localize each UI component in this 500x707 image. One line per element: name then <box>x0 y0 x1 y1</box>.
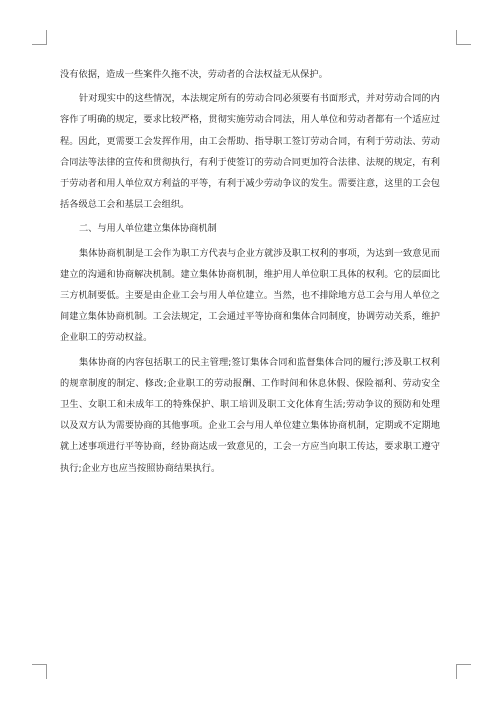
crop-mark-top-right <box>456 30 471 45</box>
crop-mark-bottom-left <box>32 664 47 679</box>
crop-mark-bottom-right <box>456 664 471 679</box>
section-heading: 二、与用人单位建立集体协商机制 <box>79 223 217 235</box>
paragraph-continuation: 没有依据，造成一些案件久拖不决，劳动者的合法权益无从保护。 <box>60 69 328 80</box>
paragraph-negotiation-content: 集体协商的内容包括职工的民主管理;签订集体合同和监督集体合同的履行;涉及职工权利的规章制度的制定、修改;企业职工的劳动报酬、工作时间和休息休假、保险福利、劳动安全卫生、女职工和未成年工的特殊保护、职工培训及职工文化体育生活;劳动争议的预防和处理以及双方认为需要协商的其他事项。企业工会与用人单位建立集体协商机制，定期或不定期地就上述事项进行平等协商，经协商达成一致意见的，工会一方应当向职工传达，要求职工遵守执行;企业方也应当按照协商结果执行。 <box>60 356 440 474</box>
paragraph-collective-negotiation: 集体协商机制是工会作为职工方代表与企业方就涉及职工权利的事项，为达到一致意见而建立的沟通和协商解决机制。建立集体协商机制，维护用人单位职工具体的权利。它的层面比三方机制要低。主要是由企业工会与用人单位建立。当然，也不排除地方总工会与用人单位之间建立集体协商机制。工会法规定，工会通过平等协商和集体合同制度，协调劳动关系，维护企业职工的劳动权益。 <box>60 247 440 344</box>
paragraph-written-contract: 针对现实中的这些情况，本法规定所有的劳动合同必须要有书面形式，并对劳动合同的内容作了明确的规定，要求比较严格，贯彻实施劳动合同法，用人单位和劳动者都有一个适应过程。因此，更需要工会发挥作用，由工会帮助、指导职工签订劳动合同，有利于劳动法、劳动合同法等法律的宣传和贯彻执行，有利于使签订的劳动合同更加符合法律、法规的规定，有利于劳动者和用人单位双方利益的平等，有利于减少劳动争议的发生。需要注意，这里的工会包括各级总工会和基层工会组织。 <box>60 93 440 211</box>
crop-mark-top-left <box>32 30 47 45</box>
page-body <box>60 64 440 482</box>
